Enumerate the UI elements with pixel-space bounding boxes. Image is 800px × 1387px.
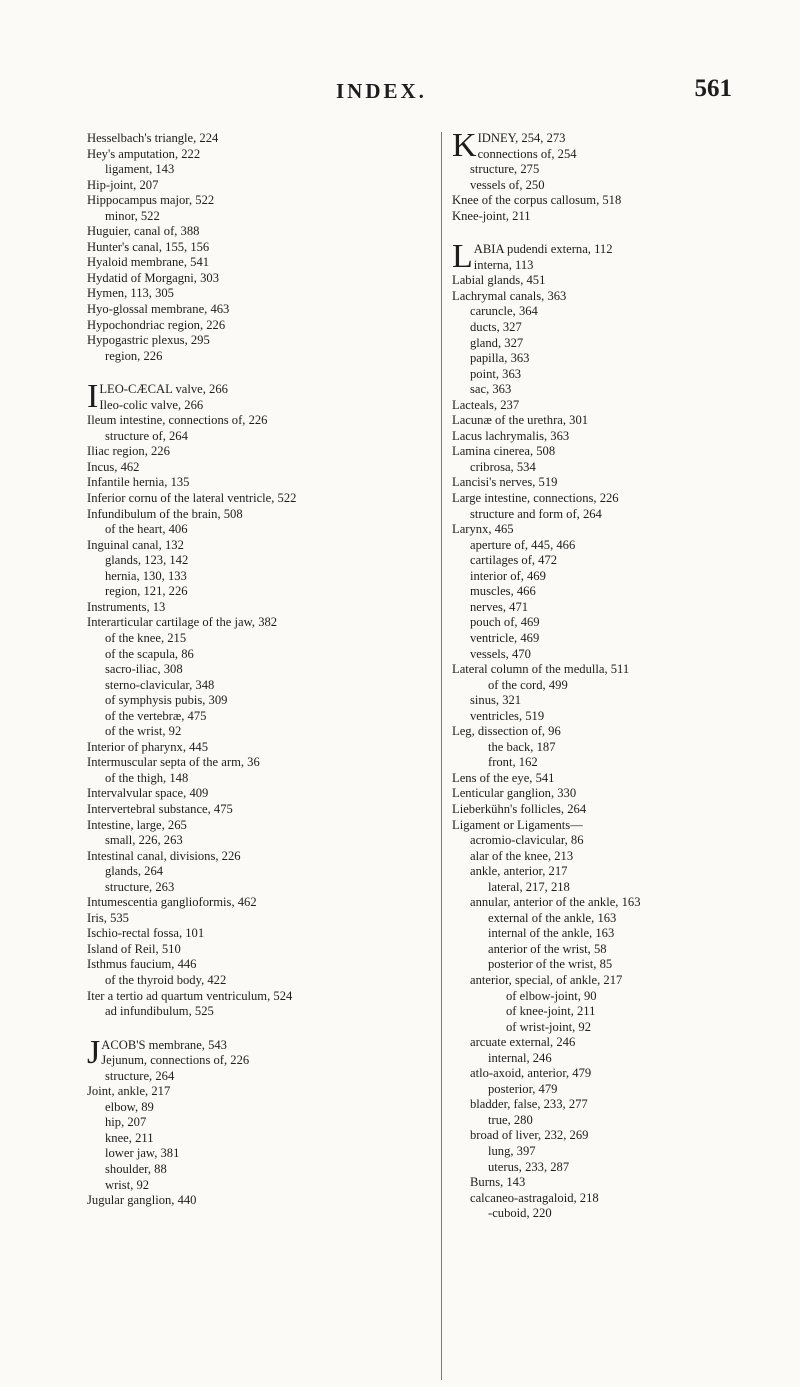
index-entry: Intumescentia ganglioformis, 462 xyxy=(87,895,257,910)
index-entry: Infantile hernia, 135 xyxy=(87,475,190,490)
index-entry: hip, 207 xyxy=(105,1115,147,1130)
index-entry: Lancisi's nerves, 519 xyxy=(452,475,558,490)
index-entry: nerves, 471 xyxy=(470,599,529,614)
index-entry: lung, 397 xyxy=(488,1144,536,1158)
index-entry: Hypochondriac region, 226 xyxy=(87,317,226,332)
index-entry: Leg, dissection of, 96 xyxy=(452,724,561,739)
index-entry: Hyo-glossal membrane, 463 xyxy=(87,302,230,317)
column-divider xyxy=(441,132,442,1380)
index-entry: Hey's amputation, 222 xyxy=(87,146,201,161)
index-entry: front, 162 xyxy=(488,755,538,770)
index-entry: Labial glands, 451 xyxy=(452,273,546,288)
index-entry: of the scapula, 86 xyxy=(105,646,194,661)
index-entry: Interarticular cartilage of the jaw, 382 xyxy=(87,615,278,630)
index-entry: of symphysis pubis, 309 xyxy=(105,693,228,708)
index-entry: true, 280 xyxy=(488,1112,533,1127)
index-entry: internal, 246 xyxy=(488,1050,552,1065)
index-entry: atlo-axoid, anterior, 479 xyxy=(470,1066,592,1081)
page-header xyxy=(0,0,800,110)
section-lead xyxy=(452,131,762,162)
index-entry: Jugular ganglion, 440 xyxy=(87,1193,197,1208)
index-entry: of the cord, 499 xyxy=(488,677,568,692)
index-entry: Hydatid of Morgagni, 303 xyxy=(87,270,219,285)
index-section-j xyxy=(87,1038,437,1209)
index-entry: ligament, 143 xyxy=(105,162,175,177)
index-entry: Joint, ankle, 217 xyxy=(87,1084,171,1099)
index-entry: the back, 187 xyxy=(488,739,556,754)
index-entry: of the thigh, 148 xyxy=(105,770,189,785)
index-entry: posterior of the wrist, 85 xyxy=(488,957,613,972)
index-entry: ACOB'S membrane, 543 xyxy=(101,1037,227,1052)
page-number: 561 xyxy=(694,75,732,102)
index-entry: caruncle, 364 xyxy=(470,304,538,319)
index-entry: Hypogastric plexus, 295 xyxy=(87,333,210,348)
index-entry: Lamina cinerea, 508 xyxy=(452,444,556,459)
index-entry: arcuate external, 246 xyxy=(470,1035,576,1050)
index-entry: point, 363 xyxy=(470,366,522,381)
index-entry: structure, 263 xyxy=(105,879,175,894)
index-entry: Hippocampus major, 522 xyxy=(87,193,215,208)
index-entry: Lenticular ganglion, 330 xyxy=(452,786,577,801)
index-entry: sterno-clavicular, 348 xyxy=(105,677,215,692)
index-entry: Island of Reil, 510 xyxy=(87,941,181,956)
index-entry: structure, 264 xyxy=(105,1068,175,1083)
index-entry: alar of the knee, 213 xyxy=(470,848,574,863)
index-entry: Instruments, 13 xyxy=(87,599,166,614)
index-entry: papilla, 363 xyxy=(470,351,530,366)
index-entry: Ileo-colic valve, 266 xyxy=(99,397,204,412)
index-section-i xyxy=(87,382,437,1019)
index-entry: Knee-joint, 211 xyxy=(452,208,531,223)
index-entry: ABIA pudendi externa, 112 xyxy=(473,242,613,257)
index-entry: Ileum intestine, connections of, 226 xyxy=(87,413,268,428)
index-entry: aperture of, 445, 466 xyxy=(470,537,576,552)
index-entry: region, 121, 226 xyxy=(105,584,188,599)
index-entry: Intervalvular space, 409 xyxy=(87,786,209,801)
index-entry: of the wrist, 92 xyxy=(105,724,182,739)
index-entry: of elbow-joint, 90 xyxy=(506,988,597,1003)
index-entry: connections of, 254 xyxy=(477,146,577,161)
index-entry: ducts, 327 xyxy=(470,320,522,335)
index-entry: of the thyroid body, 422 xyxy=(105,972,227,987)
index-entry: Hymen, 113, 305 xyxy=(87,286,174,301)
index-entry: structure of, 264 xyxy=(105,428,188,443)
index-entry: shoulder, 88 xyxy=(105,1162,167,1176)
section-lead xyxy=(87,1038,437,1069)
index-entry: Hesselbach's triangle, 224 xyxy=(87,131,219,145)
index-entry: Ligament or Ligaments— xyxy=(452,817,583,832)
index-entry: Intestinal canal, divisions, 226 xyxy=(87,848,241,863)
index-entry: Knee of the corpus callosum, 518 xyxy=(452,193,622,208)
index-entry: Inguinal canal, 132 xyxy=(87,537,184,552)
index-entry: elbow, 89 xyxy=(105,1099,154,1114)
index-entry: Large intestine, connections, 226 xyxy=(452,491,619,506)
section-lead xyxy=(452,242,762,273)
index-entry: anterior, special, of ankle, 217 xyxy=(470,972,623,987)
index-entry: bladder, false, 233, 277 xyxy=(470,1097,588,1112)
index-entry: acromio-clavicular, 86 xyxy=(470,833,584,848)
drop-initial: J xyxy=(87,1037,101,1069)
index-entry: cartilages of, 472 xyxy=(470,553,558,568)
index-entry: Burns, 143 xyxy=(470,1175,526,1190)
index-entry: Intestine, large, 265 xyxy=(87,817,187,832)
index-entry: gland, 327 xyxy=(470,335,524,350)
index-entry: knee, 211 xyxy=(105,1130,154,1145)
index-entry: lateral, 217, 218 xyxy=(488,879,570,894)
section-lead xyxy=(87,382,437,413)
index-entry: Iliac region, 226 xyxy=(87,444,170,459)
index-entry: Iter a tertio ad quartum ventriculum, 524 xyxy=(87,988,293,1003)
index-entry: broad of liver, 232, 269 xyxy=(470,1128,589,1143)
index-entry: Lateral column of the medulla, 511 xyxy=(452,662,630,677)
index-entry: ventricles, 519 xyxy=(470,708,545,723)
index-entry: of the heart, 406 xyxy=(105,522,188,537)
index-entry: lower jaw, 381 xyxy=(105,1146,180,1161)
index-section-l xyxy=(452,242,762,1221)
index-entry: Interior of pharynx, 445 xyxy=(87,739,209,754)
index-entry: sinus, 321 xyxy=(470,693,522,708)
index-entry: ad infundibulum, 525 xyxy=(105,1004,214,1019)
index-entry: vessels, 470 xyxy=(470,646,531,661)
drop-initial: I xyxy=(87,382,99,414)
index-entry: region, 226 xyxy=(105,348,163,363)
index-entry: pouch of, 469 xyxy=(470,615,540,630)
index-entry: Hunter's canal, 155, 156 xyxy=(87,239,210,254)
index-entry: muscles, 466 xyxy=(470,584,536,599)
index-entry: Infundibulum of the brain, 508 xyxy=(87,506,243,521)
index-entry: vessels of, 250 xyxy=(470,177,545,192)
index-entry: internal of the ankle, 163 xyxy=(488,926,615,941)
index-entry: Larynx, 465 xyxy=(452,522,514,537)
index-entry: calcaneo-astragaloid, 218 xyxy=(470,1190,599,1205)
index-entry: Intermuscular septa of the arm, 36 xyxy=(87,755,260,770)
index-section-h xyxy=(87,131,437,364)
index-entry: wrist, 92 xyxy=(105,1177,150,1192)
index-entry: Jejunum, connections of, 226 xyxy=(101,1053,250,1068)
index-entry: Ischio-rectal fossa, 101 xyxy=(87,926,205,941)
index-entry: Hyaloid membrane, 541 xyxy=(87,255,210,270)
index-entry: of the vertebræ, 475 xyxy=(105,708,207,723)
index-entry: Inferior cornu of the lateral ventricle, 522 xyxy=(87,491,297,506)
index-entry: external of the ankle, 163 xyxy=(488,910,617,925)
drop-initial: L xyxy=(452,242,473,274)
index-entry: structure, 275 xyxy=(470,162,540,177)
index-entry: ankle, anterior, 217 xyxy=(470,864,568,879)
index-entry: uterus, 233, 287 xyxy=(488,1159,570,1174)
index-entry: Lachrymal canals, 363 xyxy=(452,288,567,303)
index-entry: -cuboid, 220 xyxy=(488,1206,552,1221)
index-entry: sac, 363 xyxy=(470,382,512,397)
index-column-right xyxy=(452,131,762,1222)
index-entry: hernia, 130, 133 xyxy=(105,568,187,583)
index-entry: annular, anterior of the ankle, 163 xyxy=(470,895,641,910)
index-entry: Lens of the eye, 541 xyxy=(452,770,555,785)
index-entry: of wrist-joint, 92 xyxy=(506,1019,592,1034)
index-entry: Intervertebral substance, 475 xyxy=(87,801,233,816)
index-entry: small, 226, 263 xyxy=(105,833,183,848)
index-entry: minor, 522 xyxy=(105,208,160,223)
index-entry: ventricle, 469 xyxy=(470,630,540,645)
index-section-k xyxy=(452,131,762,224)
index-entry: anterior of the wrist, 58 xyxy=(488,941,607,956)
index-entry: Iris, 535 xyxy=(87,910,129,925)
index-entry: structure and form of, 264 xyxy=(470,506,602,521)
index-entry: sacro-iliac, 308 xyxy=(105,662,183,677)
index-entry: of the knee, 215 xyxy=(105,630,187,645)
index-entry: LEO-CÆCAL valve, 266 xyxy=(99,382,228,397)
index-entry: glands, 123, 142 xyxy=(105,553,189,568)
index-entry: IDNEY, 254, 273 xyxy=(477,131,566,145)
index-entry: of knee-joint, 211 xyxy=(506,1004,596,1019)
index-entry: interna, 113 xyxy=(473,257,534,272)
index-entry: Isthmus faucium, 446 xyxy=(87,957,197,972)
running-title: INDEX. xyxy=(336,79,427,103)
index-entry: interior of, 469 xyxy=(470,568,546,583)
index-entry: glands, 264 xyxy=(105,864,164,879)
index-column-left xyxy=(87,131,437,1209)
index-entry: Huguier, canal of, 388 xyxy=(87,224,200,239)
index-entry: Hip-joint, 207 xyxy=(87,177,159,192)
index-entry: Incus, 462 xyxy=(87,459,140,474)
index-entry: Lacunæ of the urethra, 301 xyxy=(452,413,589,428)
index-entry: Lieberkühn's follicles, 264 xyxy=(452,801,587,816)
index-entry: cribrosa, 534 xyxy=(470,459,536,474)
index-entry: posterior, 479 xyxy=(488,1081,558,1096)
index-entry: Lacus lachrymalis, 363 xyxy=(452,428,570,443)
index-entry: Lacteals, 237 xyxy=(452,397,520,412)
drop-initial: K xyxy=(452,131,477,163)
